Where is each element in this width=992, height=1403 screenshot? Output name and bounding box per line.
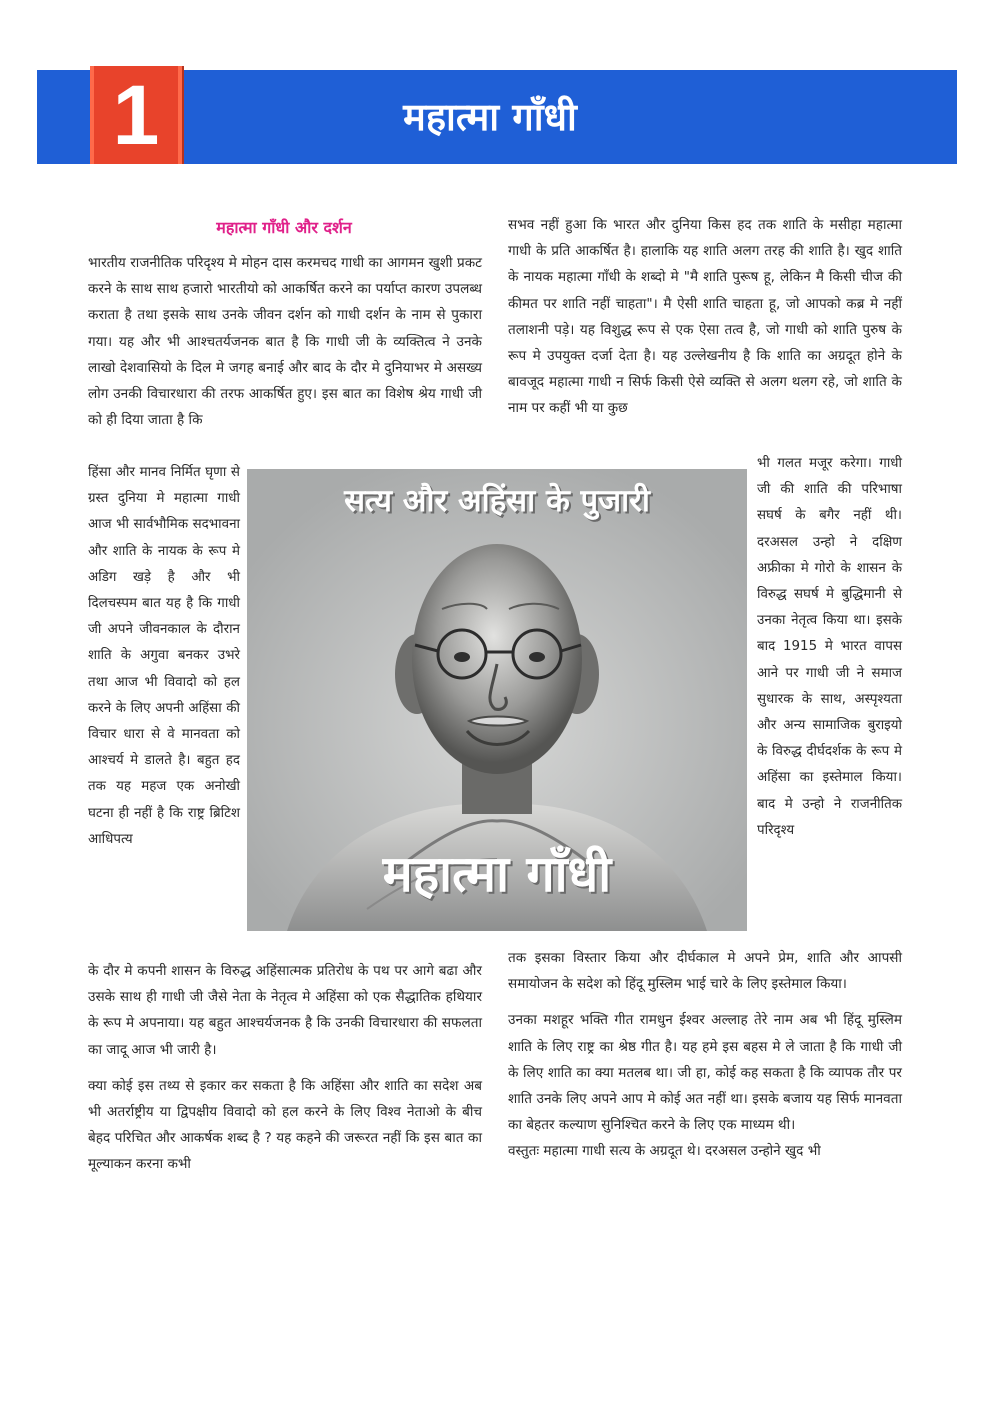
left-wrap-column [88, 460, 240, 853]
right-wrap-column [757, 451, 902, 844]
chapter-title: महात्मा गाँधी [403, 95, 577, 139]
paragraph: के दौर मे कपनी शासन के विरुद्ध अहिंसात्मक प्रतिरोध के पथ पर आगे बढा और उसके साथ ही गाधी जी जैसे नेता के नेतृत्व मे अहिंसा को एक सैद्धातिक हथियार के रूप मे अपनाया। यह बहुत आश्चर्यजनक है कि उनकी विचारधारा की सफलता का जादू आज भी जारी है। [88, 963, 482, 1058]
left-column-top [88, 250, 482, 433]
right-column-top [508, 212, 902, 422]
paragraph: तक इसका विस्तार किया और दीर्घकाल मे अपने प्रेम, शाति और आपसी समायोजन के सदेश को हिंदू मुस्लिम भाई चारे के लिए इस्तेमाल किया। [508, 950, 902, 993]
paragraph: हिंसा और मानव निर्मित घृणा से ग्रस्त दुनिया मे महात्मा गाधी आज भी सार्वभौमिक सदभावना और शाति के नायक के रूप मे अडिग खड़े है और भी दिलचस्पम बात यह है कि गाधी जी अपने जीवनकाल के दौरान शाति के अगुवा बनकर उभरे तथा आज भी विवादो को हल करने के लिए अपनी अहिंसा की विचार धारा से वे मानवता को आश्चर्य मे डालते है। बहुत हद तक यह महज एक अनोखी घटना ही नहीं है कि राष्ट्र ब्रिटिश आधिपत्य [88, 465, 240, 847]
chapter-number-box [90, 66, 182, 164]
paragraph: उनका मशहूर भक्ति गीत रामधुन ईश्वर अल्लाह तेरे नाम अब भी हिंदू मुस्लिम शाति के लिए राष्ट्र का श्रेष्ठ गीत है। यह हमे इस बहस मे ले जाता है कि गाधी जी के लिए शाति का क्या मतलब था। जी हा, कोई कह सकता है कि व्यापक तौर पर शाति उनके लिए अपने आप मे कोई अत नहीं था। इसके बजाय यह सिर्फ मानवता का बेहतर कल्याण सुनिश्चित करने के लिए एक माध्यम थी। [508, 1012, 902, 1134]
paragraph: वस्तुतः महात्मा गाधी सत्य के अग्रदूत थे। दरअसल उन्होने खुद भी [508, 1143, 821, 1160]
gandhi-portrait-poster [247, 469, 747, 931]
right-column-bottom [508, 945, 902, 1165]
section-heading: महात्मा गाँधी और दर्शन [216, 218, 352, 237]
left-column-bottom [88, 958, 482, 1178]
poster-top-text: सत्य और अहिंसा के पुजारी [344, 483, 650, 519]
paragraph: क्या कोई इस तथ्य से इकार कर सकता है कि अहिंसा और शाति का सदेश अब भी अतर्राष्ट्रीय या द्विपक्षीय विवादो को हल करने के लिए विश्व नेताओ के बीच बेहद परिचित और आकर्षक शब्द है ? यह कहने की जरूरत नहीं कि इस बात का मूल्याकन करना कभी [88, 1077, 482, 1173]
paragraph: भी गलत मजूर करेगा। गाधी जी की शाति की परिभाषा सघर्ष के बगैर नहीं थी। दरअसल उन्हो ने दक्षिण अफ्रीका मे गोरो के शासन के विरुद्ध सघर्ष मे बुद्धिमानी से उनका नेतृत्व किया था। इसके बाद 1915 मे भारत वापस आने पर गाधी जी ने समाज सुधारक के साथ, अस्पृश्यता और अन्य सामाजिक बुराइयो के विरुद्ध दीर्घदर्शक के रूप मे अहिंसा का इस्तेमाल किया। बाद मे उन्हो ने राजनीतिक परिदृश्य [757, 456, 902, 838]
paragraph: भारतीय राजनीतिक परिदृश्य मे मोहन दास करमचद गाधी का आगमन खुशी प्रकट करने के साथ साथ हजारो भारतीयो को आकर्षित करने का पर्याप्त कारण उपलब्ध कराता है तथा इसके साथ उनके जीवन दर्शन को गाधी दर्शन के नाम से पुकारा गया। यह और भी आश्चतर्यजनक बात है कि गाधी जी के व्यक्तित्व ने उनके लाखो देशवासियो के दिल मे जगह बनाई और बाद के दौर मे दुनियाभर मे असख्य लोग उनकी विचारधारा की तरफ आकर्षित हुए। इस बात का विशेष श्रेय गाधी जी को ही दिया जाता है कि [88, 255, 482, 429]
chapter-number: 1 [112, 68, 160, 162]
paragraph: सभव नहीं हुआ कि भारत और दुनिया किस हद तक शाति के मसीहा महात्मा गाधी के प्रति आकर्षित है। हालाकि यह शाति अलग तरह की शाति है। खुद शाति के नायक महात्मा गाँधी के शब्दो मे "मै शाति पुरूष हू, लेकिन मै किसी चीज की कीमत पर शाति नहीं चाहता"। मै ऐसी शाति चाहता हू, जो आपको कब्र मे नहीं तलाशनी पड़े। यह विशुद्ध रूप से एक ऐसा तत्व है, जो गाधी को शाति पुरुष के रूप मे उपयुक्त दर्जा देता है। यह उल्लेखनीय है कि शाति का अग्रदूत होने के बावजूद महात्मा गाधी न सिर्फ किसी ऐसे व्यक्ति से अलग थलग रहे, जो शाति के नाम पर कहीं भी या कुछ [508, 217, 902, 417]
poster-bottom-text: महात्मा गाँधी [382, 845, 612, 903]
